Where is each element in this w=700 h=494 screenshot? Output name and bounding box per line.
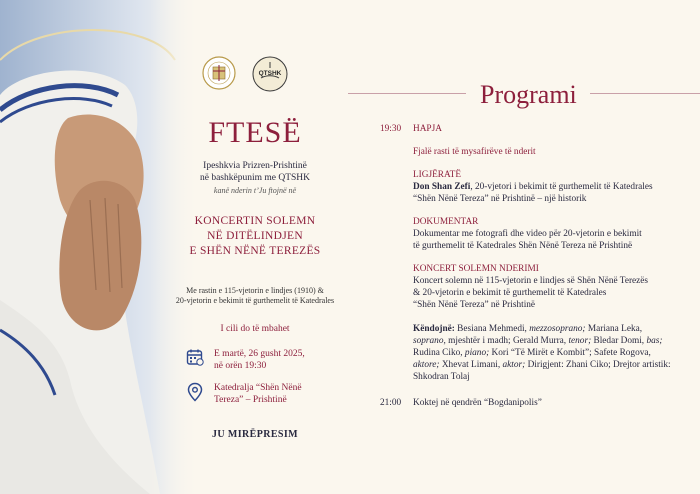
program-heading: DOKUMENTAR <box>413 217 479 227</box>
welcome-text: JU MIRËPRESIM <box>211 429 299 440</box>
performer-role: aktor; <box>502 360 526 370</box>
concert-title-line: KONCERTIN SOLEMN <box>194 215 316 227</box>
calendar-icon <box>186 348 204 366</box>
performer-role: mezzosoprano; <box>529 324 586 334</box>
performer-role: soprano <box>413 336 444 346</box>
held-label: I cili do të mbahet <box>220 324 290 334</box>
occasion-text <box>160 286 350 306</box>
performer-role: bas; <box>646 336 663 346</box>
event-date <box>186 348 305 372</box>
program-heading: HAPJA <box>413 124 442 134</box>
diocese-seal-icon <box>202 56 236 90</box>
program-text: Koktej në qendrën “Bogdanipolis” <box>413 398 542 408</box>
performers-line <box>413 360 671 372</box>
performer: , mjeshtër i madh; Gerald Murra, <box>443 336 569 346</box>
svg-text:QTSHK: QTSHK <box>258 70 282 77</box>
time-label: 19:30 <box>380 124 402 134</box>
date-text: E martë, 26 gusht 2025, <box>214 349 305 359</box>
performer: Rudina Ciko, <box>413 348 465 358</box>
performer: Mariana Leka, <box>585 324 643 334</box>
performer: Bledar Domi, <box>591 336 647 346</box>
qtshk-logo-icon <box>252 56 288 92</box>
program-text: Fjalë rasti të mysafirëve të nderit <box>413 147 536 157</box>
hosts <box>160 160 350 184</box>
performers-line <box>413 348 651 360</box>
divider <box>348 93 466 94</box>
occasion-line: 20-vjetorin e bekimit të gurthemelit të Katedrales <box>175 296 335 305</box>
performer-role: aktore; <box>413 360 440 370</box>
performers-label: Këndojnë: <box>413 324 455 334</box>
event-location <box>186 382 302 406</box>
place-text: Tereza” – Prishtinë <box>214 395 287 405</box>
program-text: “Shën Nënë Tereza” në Prishtinë – një historik <box>413 194 587 204</box>
performers-line: Shkodran Tolaj <box>413 372 470 382</box>
performer: Dirigjent: Zhani Ciko; Drejtor artistik: <box>525 360 671 370</box>
program-heading: LIGJËRATË <box>413 170 462 180</box>
host-line: Ipeshkvia Prizren-Prishtinë <box>203 161 307 171</box>
performer: Xhevat Limani, <box>439 360 503 370</box>
time-text: në orën 19:30 <box>214 361 267 371</box>
program-text <box>413 182 653 194</box>
time-label: 21:00 <box>380 398 402 408</box>
invitation-title: FTESË <box>208 116 302 149</box>
program-text: të gurthemelit të Katedrales Shën Nënë Tereza në Prishtinë <box>413 241 633 251</box>
speaker-name: Don Shan Zefi <box>413 182 471 192</box>
program-text: “Shën Nënë Tereza” në Prishtinë <box>413 300 536 310</box>
host-line: në bashkëpunim me QTSHK <box>199 173 311 183</box>
performers-line <box>413 336 662 348</box>
program-text: Koncert solemn në 115-vjetorin e lindjes së Shën Nënë Terezës <box>413 276 649 286</box>
concert-title <box>160 214 350 259</box>
performers-line <box>413 324 642 336</box>
location-pin-icon <box>186 382 204 402</box>
invite-line: kanë nderin t’Ju ftojnë në <box>213 186 297 195</box>
performer-role: piano; <box>464 348 490 358</box>
concert-title-line: NË DITËLINDJEN <box>207 230 303 242</box>
program-heading: KONCERT SOLEMN NDERIMI <box>413 264 539 274</box>
program-text-part: , 20-vjetori i bekimit të gurthemelit të Katedrales <box>470 182 653 192</box>
program-title: Programi <box>480 80 577 109</box>
logos <box>200 56 294 94</box>
occasion-line: Me rastin e 115-vjetorin e lindjes (1910) & <box>186 286 324 295</box>
place-text: Katedralja “Shën Nënë <box>214 383 302 393</box>
performer-role: tenor; <box>568 336 592 346</box>
program-text: Dokumentar me fotografi dhe video për 20-vjetorin e bekimit <box>413 229 642 239</box>
concert-title-line: E SHËN NËNË TEREZËS <box>189 245 321 257</box>
performer: Besiana Mehmedi, <box>454 324 530 334</box>
divider <box>590 93 700 94</box>
program-text: & 20-vjetorin e bekimit të gurthemelit të Katedrales <box>413 288 607 298</box>
performer: Kori “Të Mirët e Kombit”; Safete Rogova, <box>489 348 651 358</box>
